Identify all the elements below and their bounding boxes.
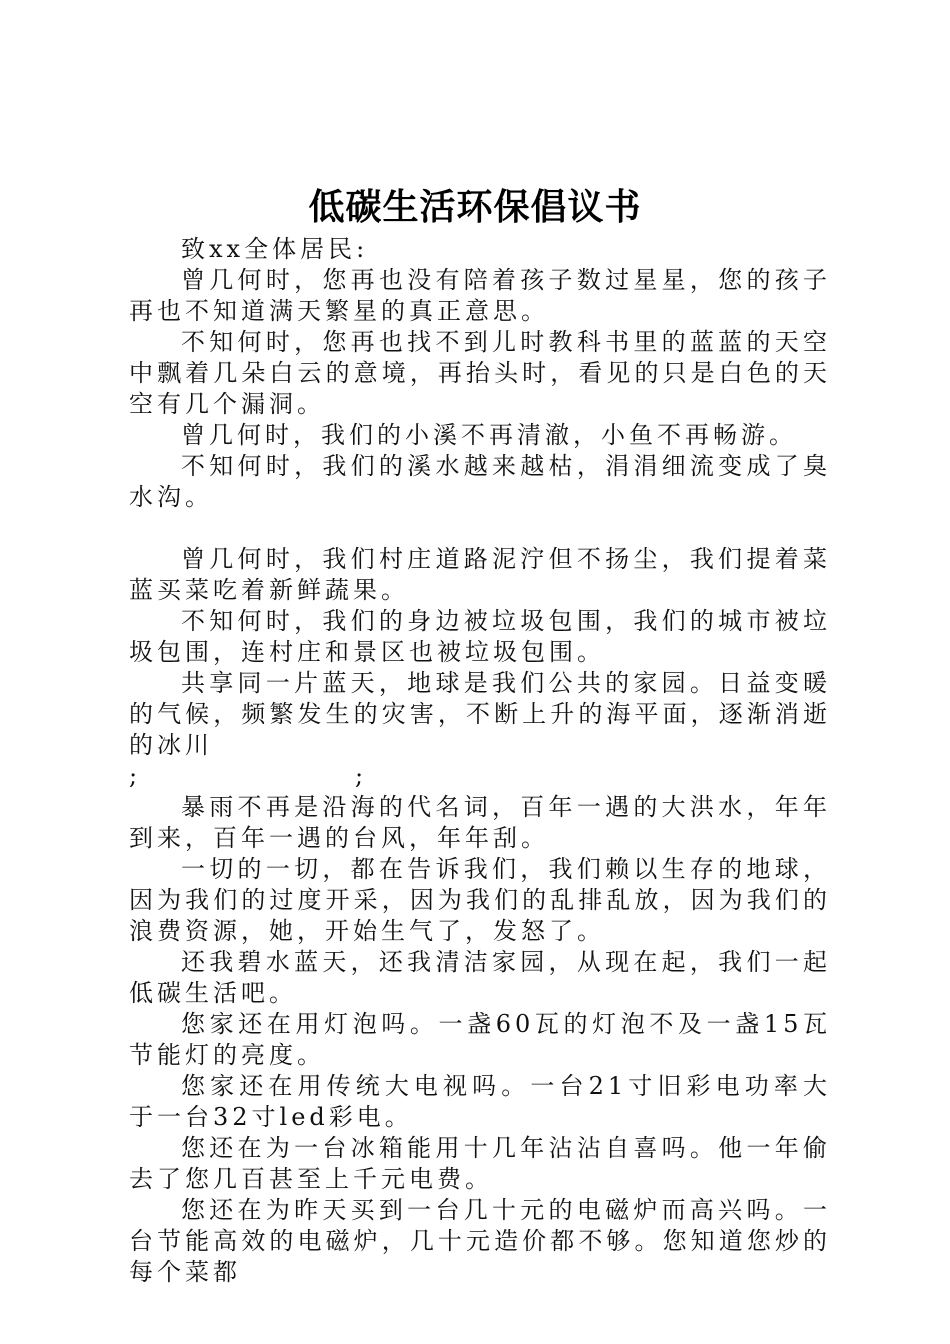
paragraph: 暴雨不再是沿海的代名词，百年一遇的大洪水，年年到来，百年一遇的台风，年年刮。: [129, 793, 831, 852]
paragraph: 还我碧水蓝天，还我清洁家园，从现在起，我们一起低碳生活吧。: [129, 948, 831, 1007]
paragraph: 曾几何时，我们村庄道路泥泞但不扬尘，我们提着菜蓝买菜吃着新鲜蔬果。: [129, 545, 831, 604]
paragraph: 共享同一片蓝天，地球是我们公共的家园。日益变暖的气候，频繁发生的灾害，不断上升的海平面，逐渐消逝的冰川: [129, 669, 831, 759]
paragraph: 您还在为一台冰箱能用十几年沾沾自喜吗。他一年偷去了您几百甚至上千元电费。: [129, 1134, 831, 1193]
paragraph: 您家还在用传统大电视吗。一台21寸旧彩电功率大于一台32寸led彩电。: [129, 1072, 831, 1131]
semicolon: ;: [355, 762, 368, 790]
document-body: [129, 234, 831, 1288]
paragraph: 曾几何时，我们的小溪不再清澈，小鱼不再畅游。: [181, 421, 797, 449]
salutation: 致xx全体居民:: [181, 235, 369, 263]
paragraph: 您家还在用灯泡吗。一盏60瓦的灯泡不及一盏15瓦节能灯的亮度。: [129, 1010, 831, 1069]
paragraph: 曾几何时，您再也没有陪着孩子数过星星，您的孩子再也不知道满天繁星的真正意思。: [129, 266, 831, 325]
paragraph: 一切的一切，都在告诉我们，我们赖以生存的地球，因为我们的过度开采，因为我们的乱排乱放，因为我们的浪费资源，她，开始生气了，发怒了。: [129, 855, 831, 945]
paragraph: 您还在为昨天买到一台几十元的电磁炉而高兴吗。一台节能高效的电磁炉，几十元造价都不够。您知道您炒的每个菜都: [129, 1196, 831, 1286]
paragraph: 不知何时，您再也找不到儿时教科书里的蓝蓝的天空中飘着几朵白云的意境，再抬头时，看见的只是白色的天空有几个漏洞。: [129, 328, 831, 418]
semicolon-line: [129, 761, 831, 792]
document-title: 低碳生活环保倡议书: [308, 186, 642, 228]
paragraph: 不知何时，我们的身边被垃圾包围，我们的城市被垃圾包围，连村庄和景区也被垃圾包围。: [129, 607, 831, 666]
semicolon: ;: [129, 762, 142, 790]
paragraph: 不知何时，我们的溪水越来越枯，涓涓细流变成了臭水沟。: [129, 452, 831, 511]
